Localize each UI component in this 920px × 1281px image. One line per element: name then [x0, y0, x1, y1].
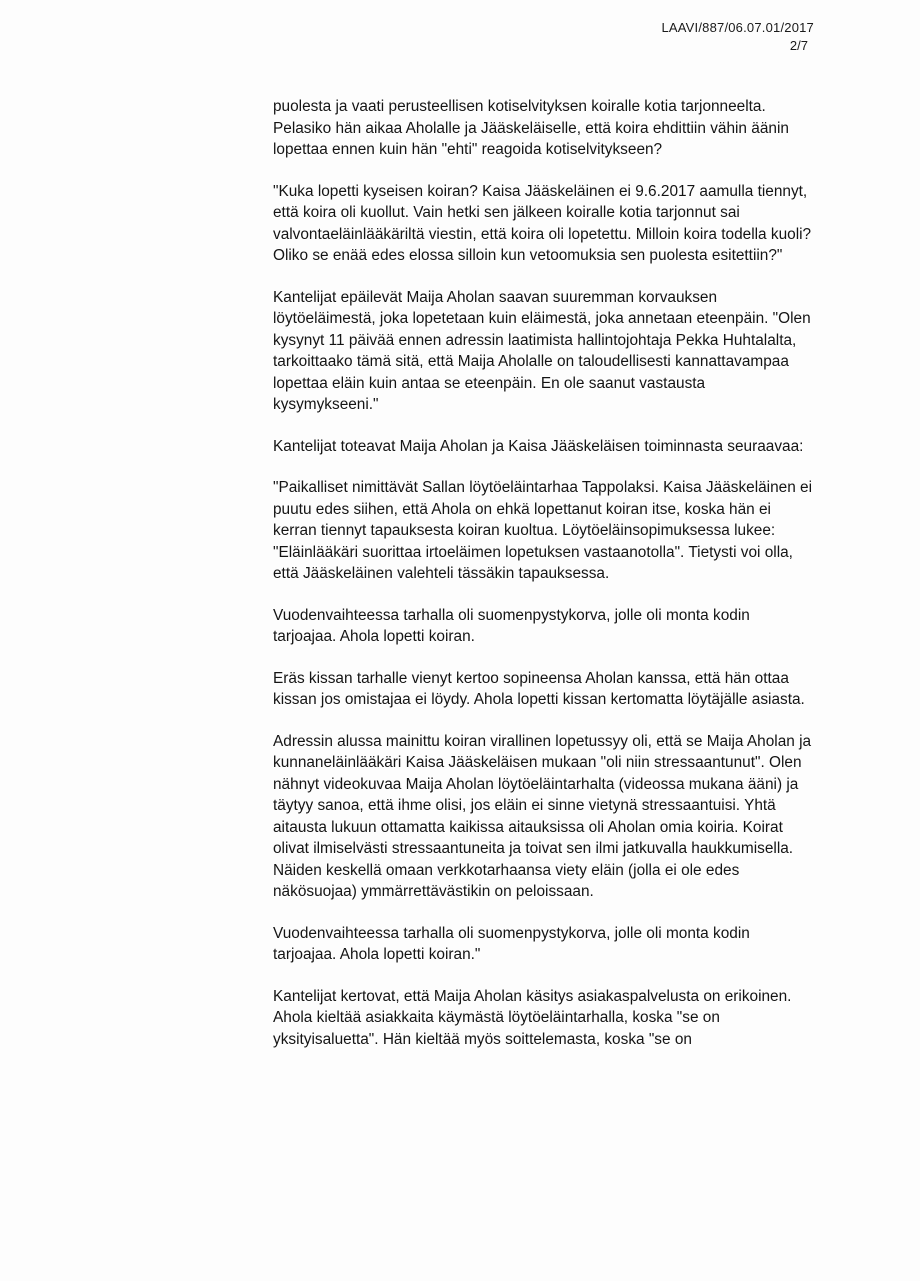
- show-through-logo: [560, 40, 568, 74]
- paragraph: Vuodenvaihteessa tarhalla oli suomenpystykorva, jolle oli monta kodin tarjoajaa. Ahola lopetti koiran.": [273, 924, 750, 963]
- paragraph: Adressin alussa mainittu koiran virallinen lopetussyy oli, että se Maija Aholan ja kunnaneläinlääkäri Kaisa Jääskeläisen mukaan "oli niin stressaantunut". Olen nähnyt videokuvaa Maija Aholan löytöeläintarhalta (videossa mukana ääni) ja täytyy sanoa, että ihme olisi, jos eläin ei sinne vietynä stressaantuisi. Yhtä aitausta lukuun ottamatta kaikissa aitauksissa oli Aholan omia koiria. Koirat olivat ilmiselvästi stressaantuneita ja toivat sen ilmi jatkuvalla haukkumisella. Näiden keskellä omaan verkkotarhaansa viety eläin (jolla ei ole edes näkösuojaa) ymmärrettävästikin on peloissaan.: [273, 732, 812, 900]
- document-body: [273, 96, 813, 1070]
- paragraph: "Kuka lopetti kyseisen koiran? Kaisa Jääskeläinen ei 9.6.2017 aamulla tiennyt, että koira oli kuollut. Vain hetki sen jälkeen koiralle kotia tarjonnut sai valvontaeläinlääkäriltä viestin, että koira oli lopetettu. Milloin koira todella kuoli? Oliko se enää edes elossa silloin kun vetoomuksia sen puolesta esitettiin?": [273, 182, 812, 264]
- paragraph: "Paikalliset nimittävät Sallan löytöeläintarhaa Tappolaksi. Kaisa Jääskeläinen ei puutu edes siihen, että Ahola on ehkä lopettanut koiran itse, koska hän ei kerran tiennyt tapauksesta koiran kuoltua. Löytöeläinsopimuksessa lukee: "Eläinlääkäri suorittaa irtoeläimen lopetuksen vastaanotolla". Tietysti voi olla, että Jääskeläinen valehteli tässäkin tapauksessa.: [273, 479, 813, 582]
- page-number: 2/7: [789, 38, 808, 53]
- document-reference: LAAVI/887/06.07.01/2017: [661, 20, 814, 35]
- paragraph: Kantelijat epäilevät Maija Aholan saavan suuremman korvauksen löytöeläimestä, joka lopetetaan kuin eläimestä, joka annetaan eteenpäin. "Olen kysynyt 11 päivää ennen adressin laatimista hallintojohtaja Pekka Huhtalalta, tarkoittaako tämä sitä, että Maija Aholalle on taloudellisesti kannattavampaa lopettaa eläin kuin antaa se eteenpäin. En ole saanut vastausta kysymykseeni.": [273, 288, 811, 413]
- paragraph: puolesta ja vaati perusteellisen kotiselvityksen koiralle kotia tarjonneelta. Pelasiko hän aikaa Aholalle ja Jääskeläiselle, että koira ehdittiin vähin äänin lopettaa ennen kuin hän "ehti" reagoida kotiselvitykseen?: [273, 98, 789, 158]
- paragraph: Kantelijat toteavat Maija Aholan ja Kaisa Jääskeläisen toiminnasta seuraavaa:: [273, 437, 804, 455]
- paragraph: Vuodenvaihteessa tarhalla oli suomenpystykorva, jolle oli monta kodin tarjoajaa. Ahola lopetti koiran.: [273, 606, 750, 645]
- paragraph: Kantelijat kertovat, että Maija Aholan käsitys asiakaspalvelusta on erikoinen. Ahola kieltää asiakkaita käymästä löytöeläintarhalla, koska "se on yksityisaluetta". Hän kieltää myös soittelemasta, koska "se on: [273, 987, 792, 1048]
- paragraph: Eräs kissan tarhalle vienyt kertoo sopineensa Aholan kanssa, että hän ottaa kissan jos omistajaa ei löydy. Ahola lopetti kissan kertomatta löytäjälle asiasta.: [273, 669, 805, 708]
